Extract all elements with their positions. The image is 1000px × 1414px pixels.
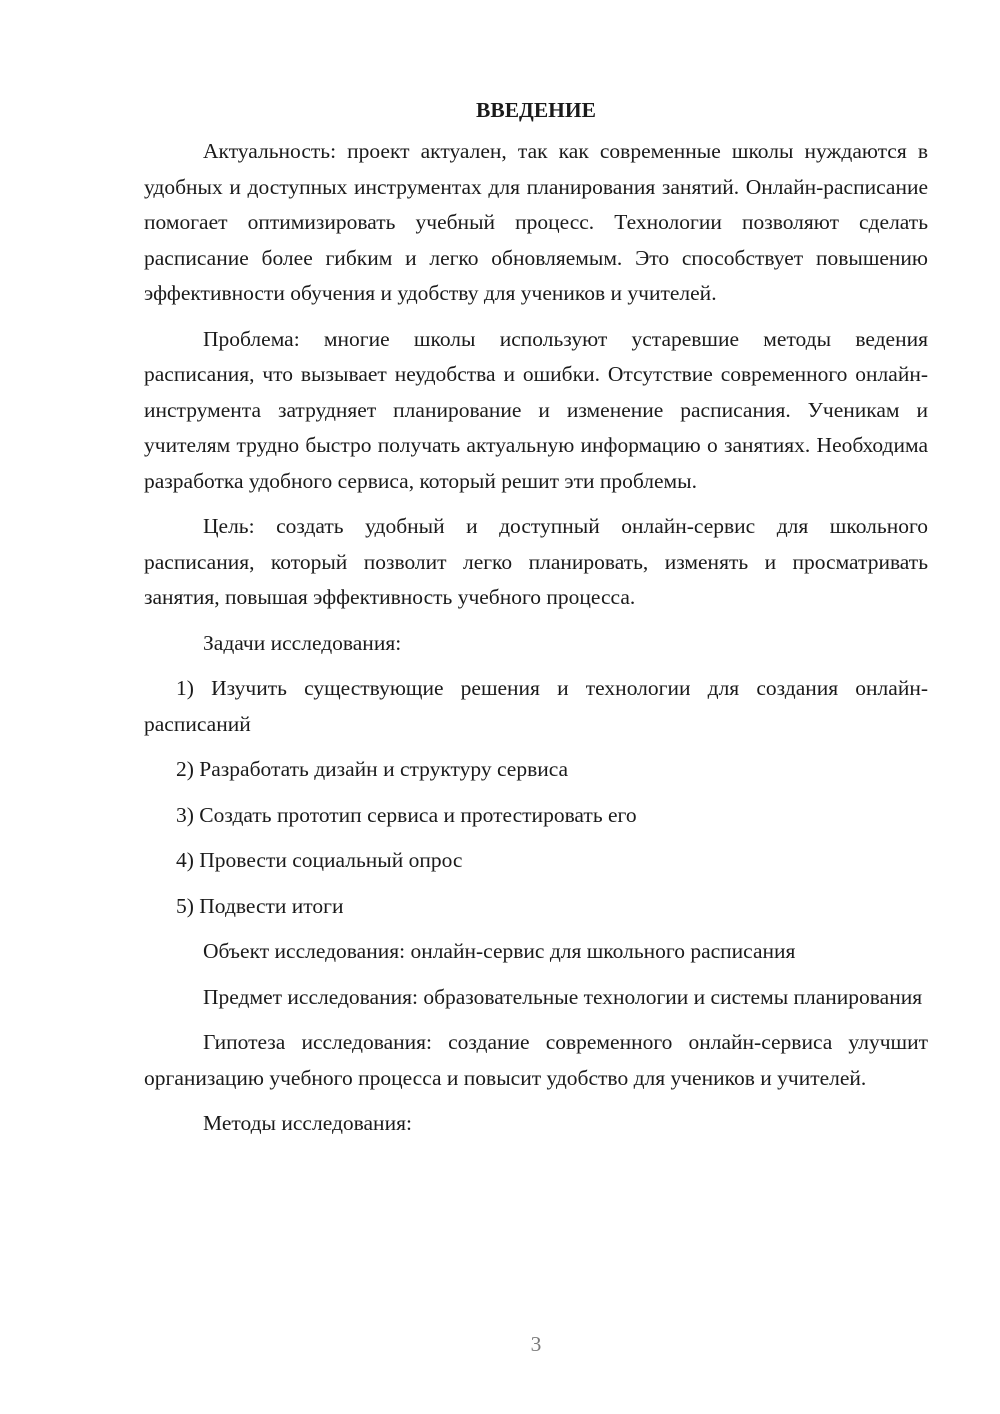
hypothesis-paragraph: Гипотеза исследования: создание современного онлайн-сервиса улучшит организацию учебного процесса и повысит удобство для учеников и учителей. <box>144 1030 928 1090</box>
goal-paragraph: Цель: создать удобный и доступный онлайн-сервис для школьного расписания, который позволит легко планировать, изменять и просматривать занятия, повышая эффективность учебного процесса. <box>144 514 928 609</box>
relevance-paragraph: Актуальность: проект актуален, так как современные школы нуждаются в удобных и доступных инструментах для планирования занятий. Онлайн-расписание помогает оптимизировать учебный процесс. Технологии позволяют сделать расписание более гибким и легко обновляемым. Это способствует повышению эффективности обучения и удобству для учеников и учителей. <box>144 139 928 305</box>
task-item-3: 3) Создать прототип сервиса и протестировать его <box>176 802 637 827</box>
subject-paragraph: Предмет исследования: образовательные технологии и системы планирования <box>203 984 923 1009</box>
task-item-5: 5) Подвести итоги <box>176 893 344 918</box>
task-item-2: 2) Разработать дизайн и структуру сервиса <box>176 757 569 781</box>
tasks-list <box>144 671 928 924</box>
section-title: ВВЕДЕНИЕ <box>476 98 596 122</box>
page-content <box>144 92 928 1152</box>
page-number: 3 <box>530 1332 542 1356</box>
task-item-4: 4) Провести социальный опрос <box>176 848 463 872</box>
tasks-heading: Задачи исследования: <box>203 630 402 655</box>
methods-heading: Методы исследования: <box>203 1111 412 1135</box>
problem-paragraph: Проблема: многие школы используют устаревшие методы ведения расписания, что вызывает неудобства и ошибки. Отсутствие современного онлайн-инструмента затрудняет планирование и изменение расписания. Ученикам и учителям трудно быстро получать актуальную информацию о занятиях. Необходима разработка удобного сервиса, который решит эти проблемы. <box>144 326 928 493</box>
object-paragraph: Объект исследования: онлайн-сервис для школьного расписания <box>203 939 796 963</box>
task-item-1: 1) Изучить существующие решения и технологии для создания онлайн-расписаний <box>144 676 928 736</box>
